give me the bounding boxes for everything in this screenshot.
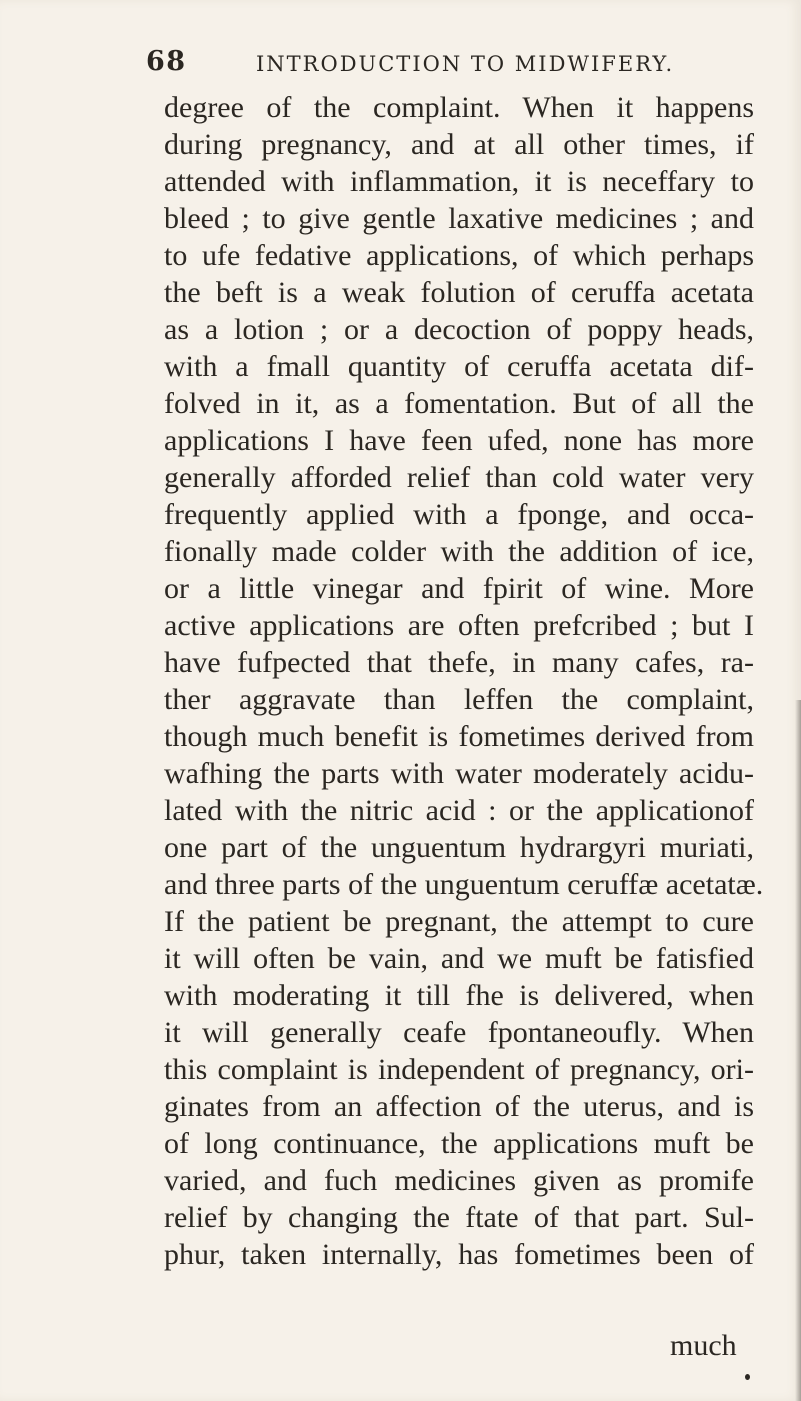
text-line: ther aggravate than leffen the complaint,	[164, 683, 754, 716]
text-line: with a fmall quantity of ceruffa acetata dif-	[164, 350, 754, 383]
text-line: phur, taken internally, has fometimes been of	[164, 1238, 754, 1271]
text-line: active applications are often prefcribed ; but I	[164, 609, 754, 642]
text-line: fionally made colder with the addition of ice,	[164, 535, 754, 568]
text-line: during pregnancy, and at all other times, if	[164, 128, 754, 161]
text-line: frequently applied with a fponge, and occa-	[164, 498, 754, 531]
text-line: applications I have feen ufed, none has more	[164, 424, 754, 457]
text-line: attended with inflammation, it is neceffary to	[164, 165, 754, 198]
text-line: the beft is a weak folution of ceruffa acetata	[164, 276, 754, 309]
text-line: degree of the complaint. When it happens	[164, 91, 754, 124]
text-line: it will generally ceafe fpontaneoufly. When	[164, 1016, 754, 1049]
text-line: varied, and fuch medicines given as promife	[164, 1164, 754, 1197]
text-line: If the patient be pregnant, the attempt to cure	[164, 905, 754, 938]
text-line: relief by changing the ftate of that part. Sul-	[164, 1201, 754, 1234]
text-line: it will often be vain, and we muft be fatisfied	[164, 942, 754, 975]
text-line: wafhing the parts with water moderately acidu-	[164, 757, 754, 790]
text-line: to ufe fedative applications, of which perhaps	[164, 239, 754, 272]
text-line: and three parts of the unguentum ceruffæ acetatæ.	[164, 868, 764, 901]
text-line: ginates from an affection of the uterus, and is	[164, 1090, 754, 1123]
body-text	[164, 89, 764, 1273]
text-line: lated with the nitric acid : or the applicationof	[164, 794, 754, 827]
running-header	[146, 38, 706, 78]
text-line: have fufpected that thefe, in many cafes, ra-	[164, 646, 754, 679]
page-edge-shadow	[795, 700, 801, 1401]
text-line: or a little vinegar and fpirit of wine. More	[164, 572, 754, 605]
text-line: one part of the unguentum hydrargyri muriati,	[164, 831, 754, 864]
text-line: though much benefit is fometimes derived from	[164, 720, 754, 753]
text-line: of long continuance, the applications muft be	[164, 1127, 754, 1160]
page-number: 68	[146, 46, 187, 77]
text-line: bleed ; to give gentle laxative medicines ; and	[164, 202, 754, 235]
text-line: with moderating it till fhe is delivered, when	[164, 979, 754, 1012]
text-line: folved in it, as a fomentation. But of all the	[164, 387, 754, 420]
ink-speck	[745, 1374, 750, 1380]
text-line: this complaint is independent of pregnancy, ori-	[164, 1053, 754, 1086]
text-line: as a lotion ; or a decoction of poppy heads,	[164, 313, 754, 346]
text-line: generally afforded relief than cold water very	[164, 461, 754, 494]
running-title: INTRODUCTION TO MIDWIFERY.	[256, 52, 675, 76]
catchword: much	[670, 1329, 737, 1362]
